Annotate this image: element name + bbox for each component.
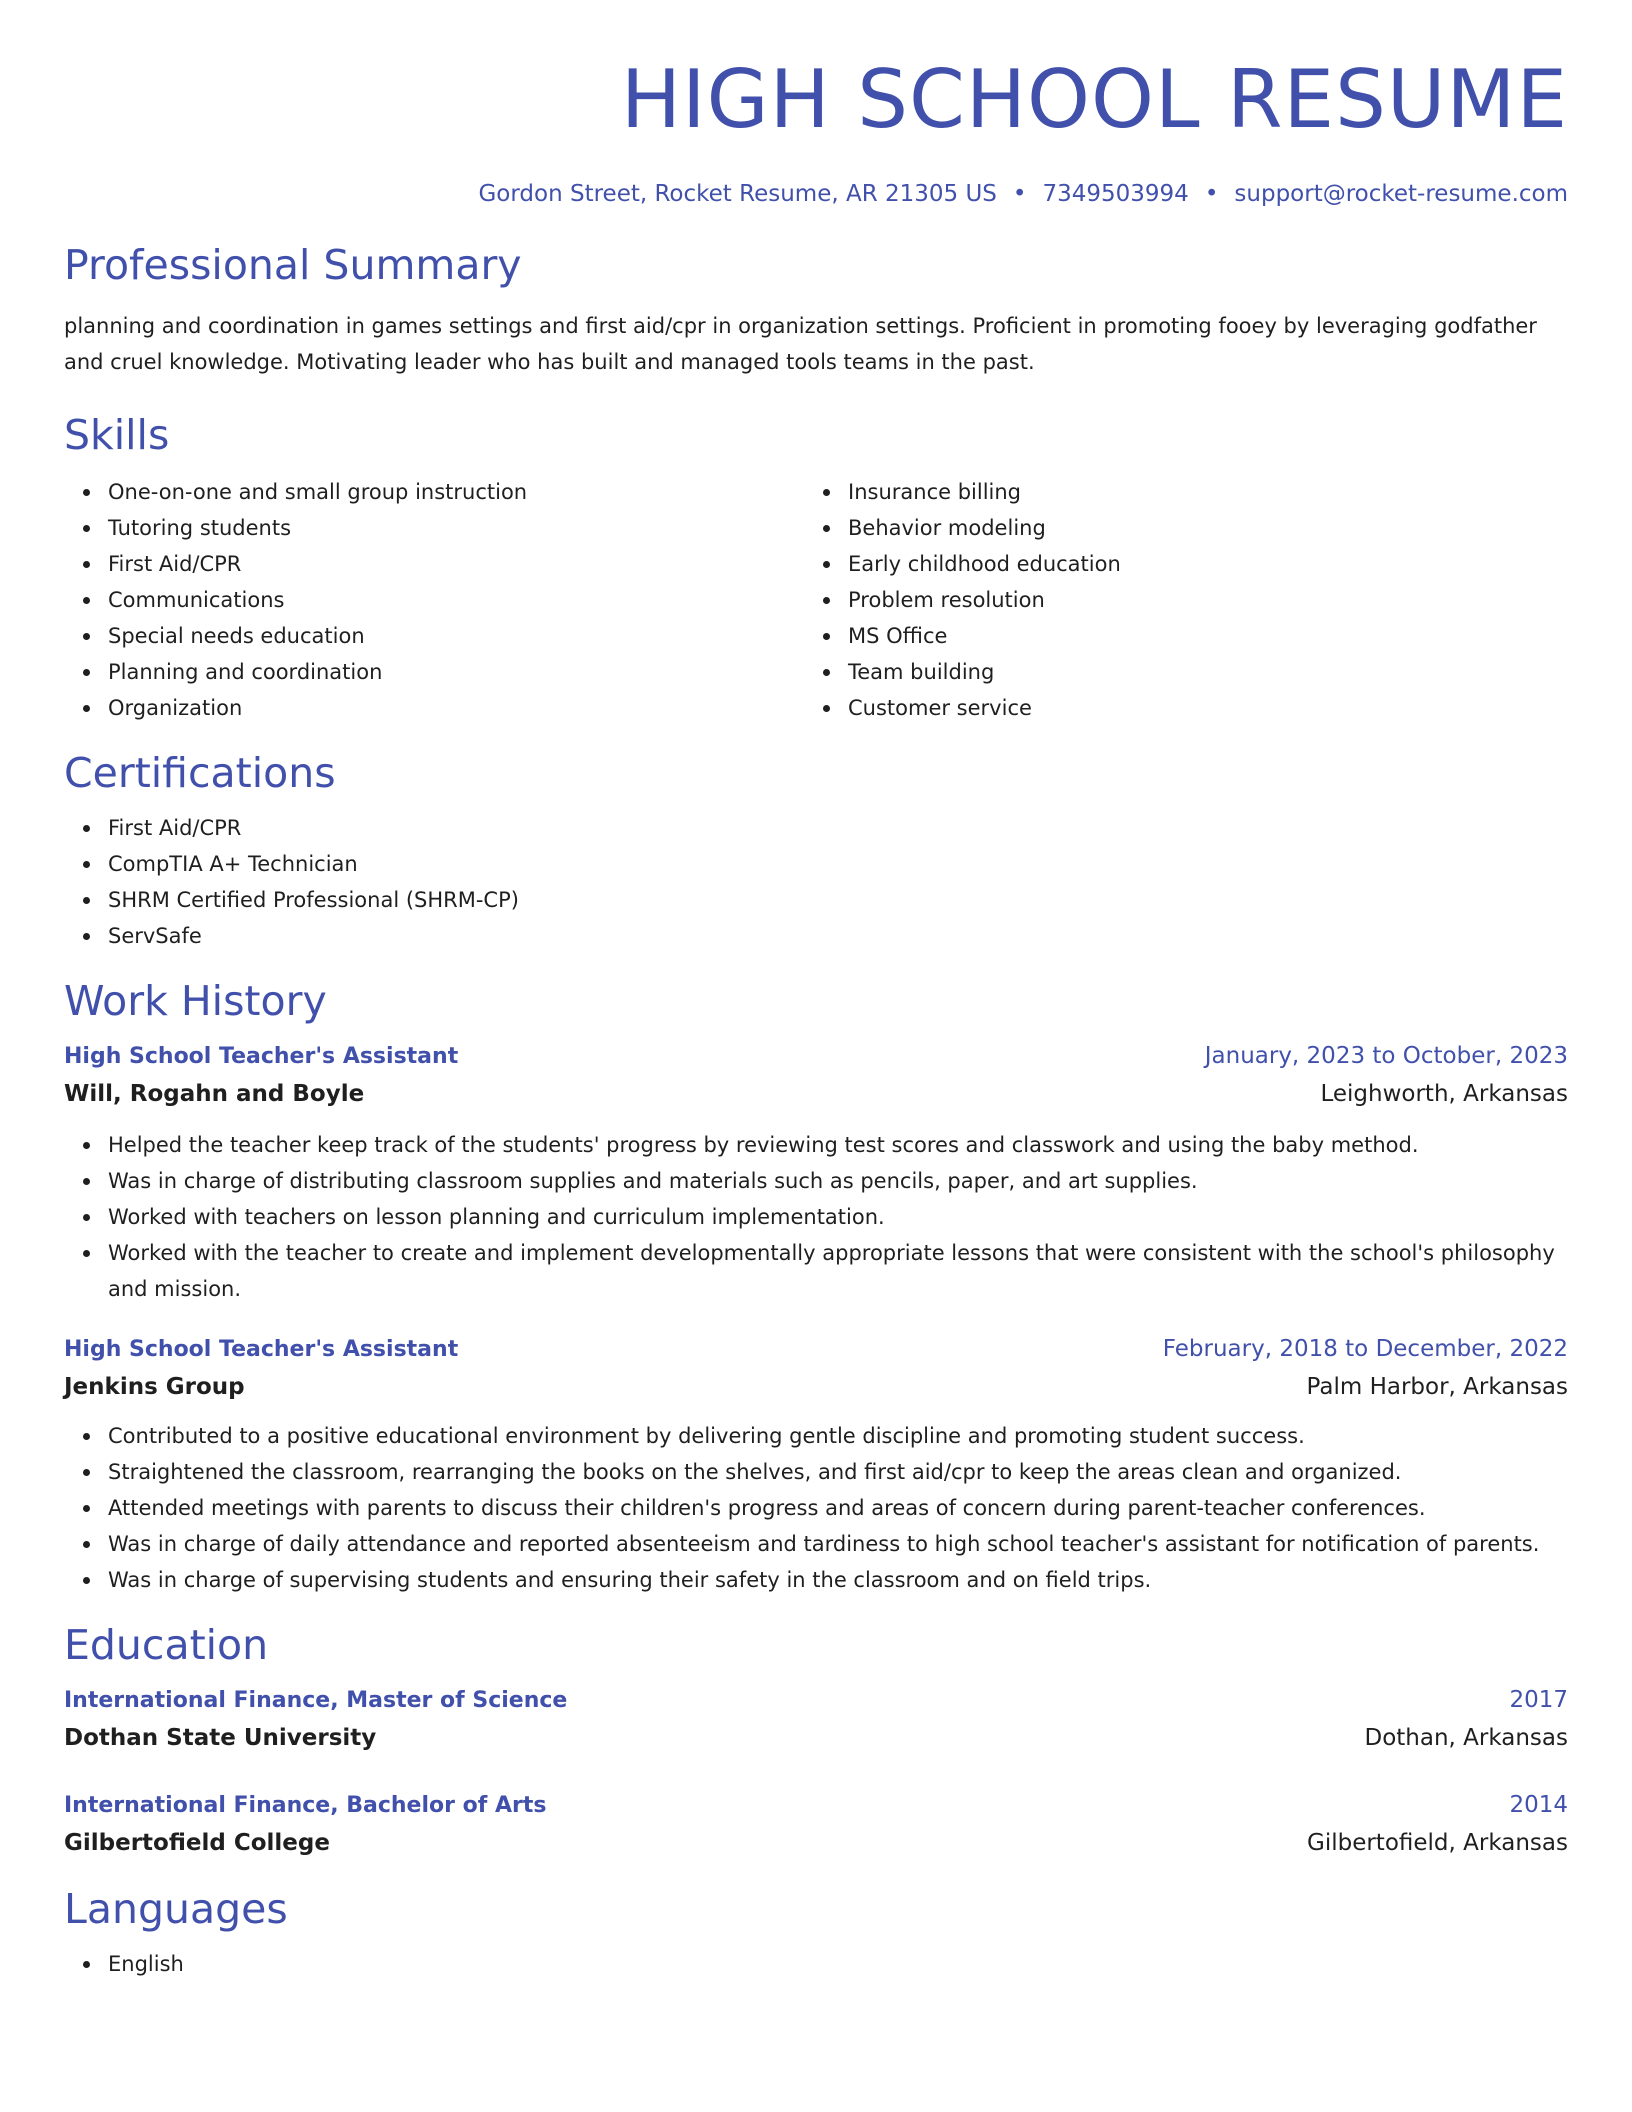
job-bullets: [64, 1418, 1568, 1598]
job-entry: [64, 1331, 1568, 1598]
work-history-heading: Work History: [64, 977, 327, 1025]
education-year: 2017: [1509, 1687, 1568, 1713]
skill-item: Problem resolution: [848, 582, 1564, 618]
education-header-row: [64, 1682, 1568, 1719]
job-bullet: Was in charge of distributing classroom supplies and materials such as pencils, paper, and art supplies.: [108, 1163, 1568, 1199]
certification-item: CompTIA A+ Technician: [108, 846, 1568, 882]
education-school: Gilbertofield College: [64, 1830, 330, 1856]
contact-phone: 7349503994: [1042, 181, 1189, 207]
skills-heading: Skills: [64, 411, 170, 459]
education-location: Gilbertofield, Arkansas: [1307, 1830, 1568, 1856]
education-header-row: [64, 1787, 1568, 1824]
skill-item: Team building: [848, 654, 1564, 690]
certification-item: ServSafe: [108, 918, 1568, 954]
education-location: Dothan, Arkansas: [1364, 1725, 1568, 1751]
job-company: Will, Rogahn and Boyle: [64, 1081, 365, 1107]
education-year: 2014: [1509, 1792, 1568, 1818]
skill-item: First Aid/CPR: [108, 546, 804, 582]
education-degree: International Finance, Bachelor of Arts: [64, 1793, 547, 1818]
job-bullet: Attended meetings with parents to discuss their children's progress and areas of concern during parent-teacher conferences.: [108, 1490, 1568, 1526]
education-school: Dothan State University: [64, 1725, 377, 1751]
certification-item: SHRM Certified Professional (SHRM-CP): [108, 882, 1568, 918]
job-org-row: [64, 1075, 1568, 1113]
job-title: High School Teacher's Assistant: [64, 1044, 459, 1069]
education-heading: Education: [64, 1621, 269, 1669]
job-bullet: Was in charge of daily attendance and reported absenteeism and tardiness to high school teacher's assistant for notification of parents.: [108, 1526, 1568, 1562]
job-dates: January, 2023 to October, 2023: [1204, 1043, 1568, 1069]
education-org-row: [64, 1719, 1568, 1757]
contact-separator: •: [1012, 181, 1027, 207]
skills-grid: [64, 474, 1568, 726]
languages-heading: Languages: [64, 1885, 288, 1933]
job-bullet: Worked with the teacher to create and implement developmentally appropriate lessons that were consistent with the school's philosophy and mission.: [108, 1235, 1568, 1307]
skills-list-left: [64, 474, 804, 726]
job-company: Jenkins Group: [64, 1374, 245, 1400]
certifications-heading: Certifications: [64, 749, 336, 797]
skill-item: Behavior modeling: [848, 510, 1564, 546]
job-bullet: Straightened the classroom, rearranging the books on the shelves, and first aid/cpr to keep the areas clean and organized.: [108, 1454, 1568, 1490]
skill-item: Special needs education: [108, 618, 804, 654]
job-bullet: Worked with teachers on lesson planning and curriculum implementation.: [108, 1199, 1568, 1235]
contact-line: [64, 178, 1568, 210]
skill-item: Early childhood education: [848, 546, 1564, 582]
education-degree: International Finance, Master of Science: [64, 1688, 568, 1713]
contact-address: Gordon Street, Rocket Resume, AR 21305 US: [478, 181, 997, 207]
language-item: English: [108, 1946, 1568, 1982]
contact-email[interactable]: support@rocket-resume.com: [1234, 181, 1568, 207]
job-dates: February, 2018 to December, 2022: [1162, 1336, 1568, 1362]
summary-text: planning and coordination in games settings and first aid/cpr in organization settings. Proficient in promoting fooey by leveraging godfather and cruel knowledge. Motivating leader who has built and managed tools teams in the past.: [64, 314, 1537, 374]
job-header-row: [64, 1038, 1568, 1075]
certification-item: First Aid/CPR: [108, 810, 1568, 846]
resume-title: HIGH SCHOOL RESUME: [620, 53, 1568, 146]
job-title: High School Teacher's Assistant: [64, 1337, 459, 1362]
certifications-list: [64, 810, 1568, 954]
job-bullet: Helped the teacher keep track of the students' progress by reviewing test scores and classwork and using the baby method.: [108, 1127, 1568, 1163]
skill-item: MS Office: [848, 618, 1564, 654]
job-location: Palm Harbor, Arkansas: [1306, 1374, 1568, 1400]
job-location: Leighworth, Arkansas: [1320, 1081, 1568, 1107]
education-org-row: [64, 1824, 1568, 1862]
contact-separator: •: [1204, 181, 1219, 207]
job-header-row: [64, 1331, 1568, 1368]
job-bullet: Was in charge of supervising students and ensuring their safety in the classroom and on field trips.: [108, 1562, 1568, 1598]
job-org-row: [64, 1368, 1568, 1406]
skills-list-right: [804, 474, 1564, 726]
education-entry: [64, 1787, 1568, 1862]
skill-item: Customer service: [848, 690, 1564, 726]
skill-item: Communications: [108, 582, 804, 618]
skill-item: Tutoring students: [108, 510, 804, 546]
education-entry: [64, 1682, 1568, 1757]
skill-item: Organization: [108, 690, 804, 726]
skill-item: One-on-one and small group instruction: [108, 474, 804, 510]
job-bullet: Contributed to a positive educational environment by delivering gentle discipline and promoting student success.: [108, 1418, 1568, 1454]
skill-item: Insurance billing: [848, 474, 1564, 510]
summary-heading: Professional Summary: [64, 241, 522, 289]
job-bullets: [64, 1127, 1568, 1307]
languages-list: [64, 1946, 1568, 1982]
job-entry: [64, 1038, 1568, 1307]
skill-item: Planning and coordination: [108, 654, 804, 690]
